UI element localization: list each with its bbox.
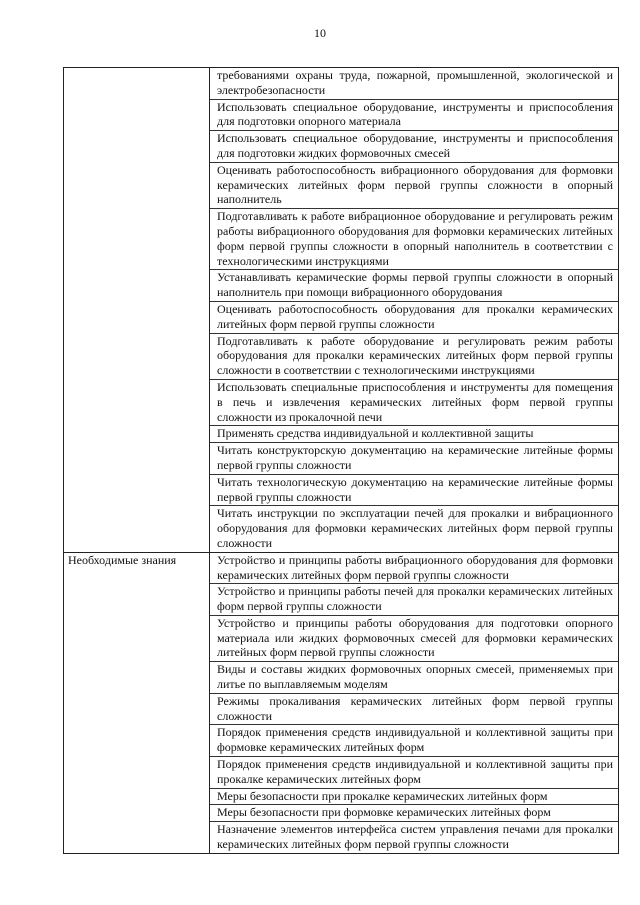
skill-item: Подготавливать к работе оборудование и регулировать режим работы оборудования для прокалки керамических литейных форм первой группы сложности в соответствии с технологическими инструкциями [210,333,618,379]
knowledge-item: Порядок применения средств индивидуальной и коллективной защиты при прокалке керамических литейных форм [210,756,618,788]
skills-items-cell [210,68,619,553]
skill-item: требованиями охраны труда, пожарной, промышленной, экологической и электробезопасности [217,68,613,97]
knowledge-item: Устройство и принципы работы печей для прокалки керамических литейных форм первой группы сложности [210,583,618,615]
knowledge-item: Меры безопасности при прокалке керамических литейных форм [210,788,618,805]
skill-item: Оценивать работоспособность оборудования для прокалки керамических литейных форм первой группы сложности [210,301,618,333]
knowledge-item: Меры безопасности при формовке керамических литейных форм [210,804,618,821]
skill-item: Читать инструкции по эксплуатации печей для прокалки и вибрационного оборудования для формовки керамических литейных форм первой группы сложности [210,505,618,551]
skill-item: Использовать специальное оборудование, инструменты и приспособления для подготовки жидких формовочных смесей [210,130,618,162]
skill-item: Читать технологическую документацию на керамические литейные формы первой группы сложности [210,474,618,506]
knowledge-label-cell: Необходимые знания [64,552,210,853]
knowledge-item: Назначение элементов интерфейса систем управления печами для прокалки керамических литейных форм первой группы сложности [210,821,618,853]
knowledge-row [64,552,619,853]
skill-item: Читать конструкторскую документацию на керамические литейные формы первой группы сложности [210,442,618,474]
knowledge-item: Порядок применения средств индивидуальной и коллективной защиты при формовке керамических литейных форм [210,724,618,756]
skill-item: Оценивать работоспособность вибрационного оборудования для формовки керамических литейных форм первой группы сложности в опорный наполнитель [210,162,618,208]
skills-label-cell [64,68,210,553]
skill-item: Использовать специальное оборудование, инструменты и приспособления для подготовки опорного материала [210,99,618,131]
knowledge-items-cell [210,552,619,853]
skill-item: Применять средства индивидуальной и коллективной защиты [210,425,618,442]
knowledge-item: Устройство и принципы работы вибрационного оборудования для формовки керамических литейных форм первой группы сложности [217,552,613,582]
knowledge-item: Устройство и принципы работы оборудования для подготовки опорного материала или жидких формовочных смесей для формовки керамических литейных форм первой группы сложности [210,615,618,661]
requirements-table [63,67,619,854]
page-number: 10 [314,26,326,40]
skill-item: Устанавливать керамические формы первой группы сложности в опорный наполнитель при помощи вибрационного оборудования [210,269,618,301]
skill-item: Использовать специальные приспособления и инструменты для помещения в печь и извлечения керамических литейных форм первой группы сложности из прокалочной печи [210,379,618,425]
skills-row [64,68,619,553]
knowledge-item: Режимы прокаливания керамических литейных форм первой группы сложности [210,693,618,725]
skill-item: Подготавливать к работе вибрационное оборудование и регулировать режим работы вибрационного оборудования для формовки керамических литейных форм первой группы сложности в опорный наполнитель в соответствии с технологическими инструкциями [210,208,618,269]
knowledge-item: Виды и составы жидких формовочных опорных смесей, применяемых при литье по выплавляемым моделям [210,661,618,693]
